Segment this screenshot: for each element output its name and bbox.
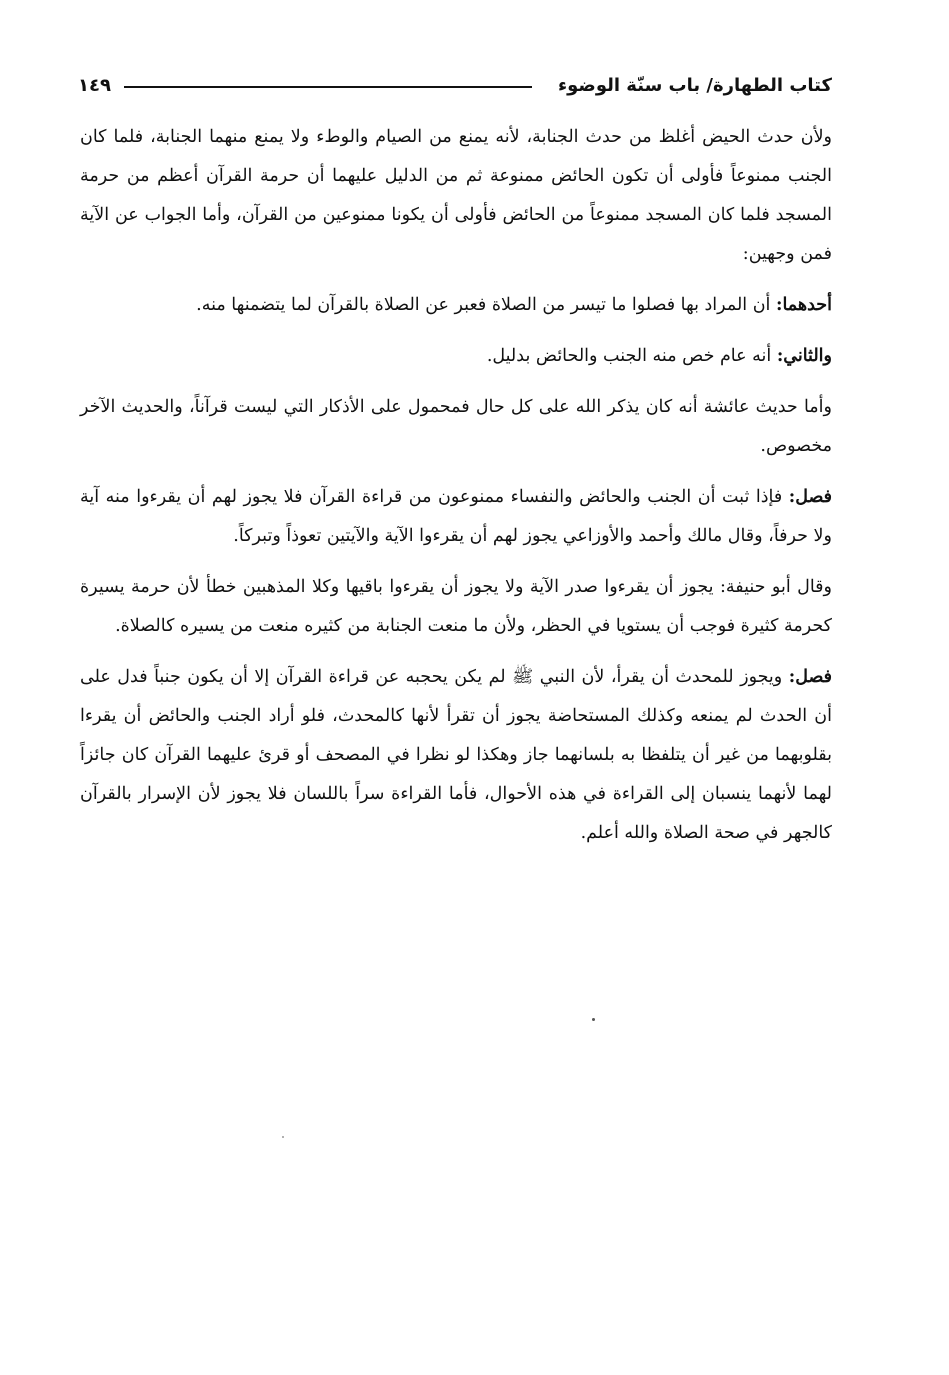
page-body (80, 118, 832, 865)
paragraph (80, 337, 832, 376)
paragraph-text: أنه عام خص منه الجنب والحائض بدليل. (486, 346, 777, 366)
paragraph-text: وقال أبو حنيفة: يجوز أن يقرءوا صدر الآية ولا يجوز أن يقرءوا باقيها وكلا المذهبين خطأ لأن حرمة يسيرة كحرمة كثيرة فوجب أن يستويا في الحظر، ولأن ما منعت الجنابة من كثيره منعت من يسيره كالصلاة. (80, 577, 832, 636)
paragraph-text: فإذا ثبت أن الجنب والحائض والنفساء ممنوعون من قراءة القرآن فلا يجوز لهم أن يقرءوا منه آية ولا حرفاً، وقال مالك وأحمد والأوزاعي يجوز لهم أن يقرءوا الآية والآيتين تعوذاً وتبركاً. (80, 487, 832, 546)
paragraph-text: ويجوز للمحدث أن يقرأ، لأن النبي ﷺ لم يكن يحجبه عن قراءة القرآن إلا أن يكون جنباً فدل على أن الحدث لم يمنعه وكذلك المستحاضة يجوز أن تقرأ لأنها كالمحدث، فلو أراد الجنب والحائض أن يقرءا بقلوبهما من غير أن يتلفظا به بلسانهما جاز وهكذا لو نظرا في المصحف أو قرئ عليهما القرآن كان جائزاً لهما لأنهما ينسبان إلى القراءة في هذه الأحوال، فأما القراءة سراً باللسان فلا يجوز لأن الإسرار بالقرآن كالجهر في صحة الصلاة والله أعلم. (80, 667, 832, 843)
paragraph-label: فصل: (788, 667, 832, 687)
paragraph (80, 118, 832, 274)
paragraph-text: ولأن حدث الحيض أغلظ من حدث الجنابة، لأنه يمنع من الصيام والوطء ولا يمنع منهما الجنابة، فلما كان الجنب ممنوعاً فأولى أن تكون الحائض ممنوعة ثم من الدليل عليهما أن حرمة القرآن أعظم من حرمة المسجد فلما كان المسجد ممنوعاً من الحائض فأولى أن يكونا ممنوعين من القرآن، وأما الجواب عن الآية فمن وجهين: (80, 127, 832, 264)
scan-speck (282, 1136, 284, 1138)
paragraph-text: وأما حديث عائشة أنه كان يذكر الله على كل حال فمحمول على الأذكار التي ليست قرآناً، والحديث الآخر مخصوص. (80, 397, 832, 456)
paragraph-text: أن المراد بها فصلوا ما تيسر من الصلاة فعبر عن الصلاة بالقرآن لما يتضمنها منه. (196, 295, 776, 315)
paragraph-label: والثاني: (776, 346, 832, 366)
paragraph-label: أحدهما: (775, 295, 832, 315)
running-header (78, 68, 832, 104)
paragraph (80, 478, 832, 556)
header-rule (124, 86, 532, 88)
scan-speck (592, 1018, 595, 1021)
paragraph (80, 658, 832, 853)
paragraph (80, 388, 832, 466)
page-number: ١٤٩ (78, 75, 111, 96)
header-title: كتاب الطهارة/ باب سنّة الوضوء (557, 75, 832, 96)
paragraph (80, 286, 832, 325)
paragraph (80, 568, 832, 646)
paragraph-label: فصل: (788, 487, 832, 507)
